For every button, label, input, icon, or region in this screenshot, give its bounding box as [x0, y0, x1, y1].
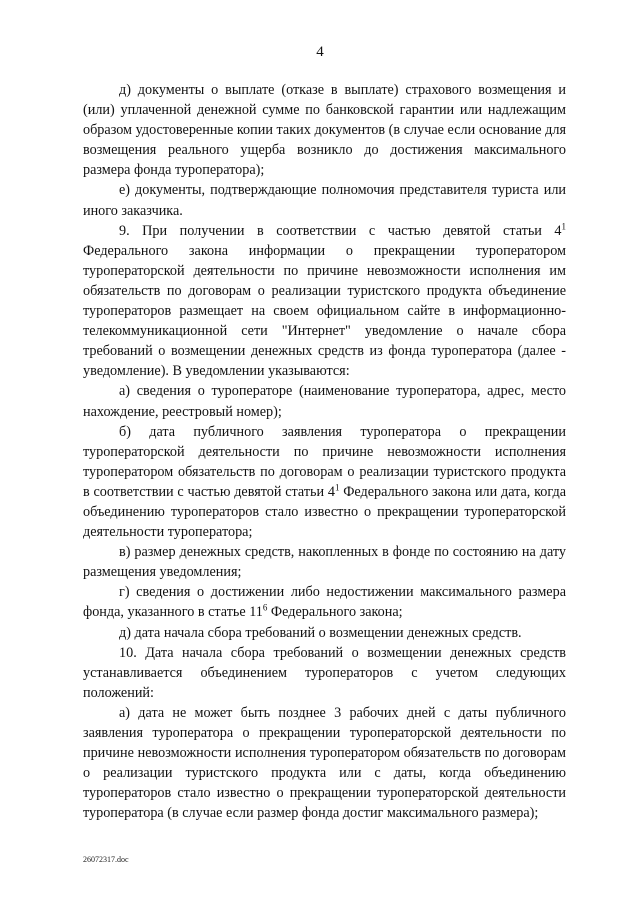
superscript: 1: [561, 220, 566, 231]
footer-filename: 26072317.doc: [83, 855, 129, 864]
paragraph-10: 10. Дата начала сбора требований о возмещении денежных средств устанавливается объединением туроператоров с учетом следующих положений:: [83, 644, 566, 701]
page-number: 4: [316, 44, 324, 60]
paragraph-9v: в) размер денежных средств, накопленных в фонде по состоянию на дату размещения уведомления;: [83, 544, 566, 581]
paragraph-9a: а) сведения о туроператоре (наименование туроператора, адрес, место нахождение, реестровый номер);: [83, 383, 566, 420]
paragraph-d-documents: д) документы о выплате (отказе в выплате) страхового возмещения и (или) уплаченной денежной сумме по банковской гарантии или надлежащим образом удостоверенные копии таких документов (в случае если основание для возмещения реального ущерба возникло до достижения максимального размера фонда туроператора);: [83, 82, 566, 179]
paragraph-10a: а) дата не может быть позднее 3 рабочих дней с даты публичного заявления туроператора о прекращении туроператорской деятельности по причине невозможности исполнения туроператором обязательств по договорам о реализации туристского продукта или с даты, когда объединению туроператоров стало известно о прекращении туроператорской деятельности туроператора (в случае если размер фонда достиг максимального размера);: [83, 704, 566, 822]
document-body: [83, 80, 566, 823]
paragraph-9g: [83, 582, 566, 622]
paragraph-e-documents: е) документы, подтверждающие полномочия представителя туриста или иного заказчика.: [83, 182, 566, 219]
paragraph-9b: [83, 422, 566, 543]
superscript: 6: [262, 602, 268, 613]
paragraph-9: [83, 221, 566, 382]
paragraph-9d: д) дата начала сбора требований о возмещении денежных средств.: [119, 624, 522, 641]
paragraph-9b-text-b: Федерального закона или дата, когда объединению туроператоров стало известно о прекращении туроператорской деятельности туроператора;: [83, 483, 566, 541]
paragraph-9b-text-a: б) дата публичного заявления туроператора о прекращении туроператорской деятельности по причине невозможности исполнения туроператором обязательств по договорам о реализации туристского продукта в соответствии с частью девятой статьи 4: [83, 423, 566, 500]
paragraph-9g-text-b: Федерального закона;: [267, 604, 403, 621]
paragraph-9-text-a: 9. При получении в соответствии с частью девятой статьи 4: [119, 222, 562, 239]
paragraph-9-text-b: Федерального закона информации о прекращении туроператором туроператорской деятельности по причине невозможности исполнения им обязательств по договорам о реализации туристского продукта объединение туроператоров размещает на своем официальном сайте в информационно-телекоммуникационной сети "Интернет" уведомление о начале сбора требований о возмещении денежных средств из фонда туроператора (далее - уведомление). В уведомлении указываются:: [83, 242, 566, 380]
paragraph-9g-text-a: г) сведения о достижении либо недостижении максимального размера фонда, указанного в статье 11: [83, 584, 566, 621]
superscript: 1: [334, 482, 340, 493]
